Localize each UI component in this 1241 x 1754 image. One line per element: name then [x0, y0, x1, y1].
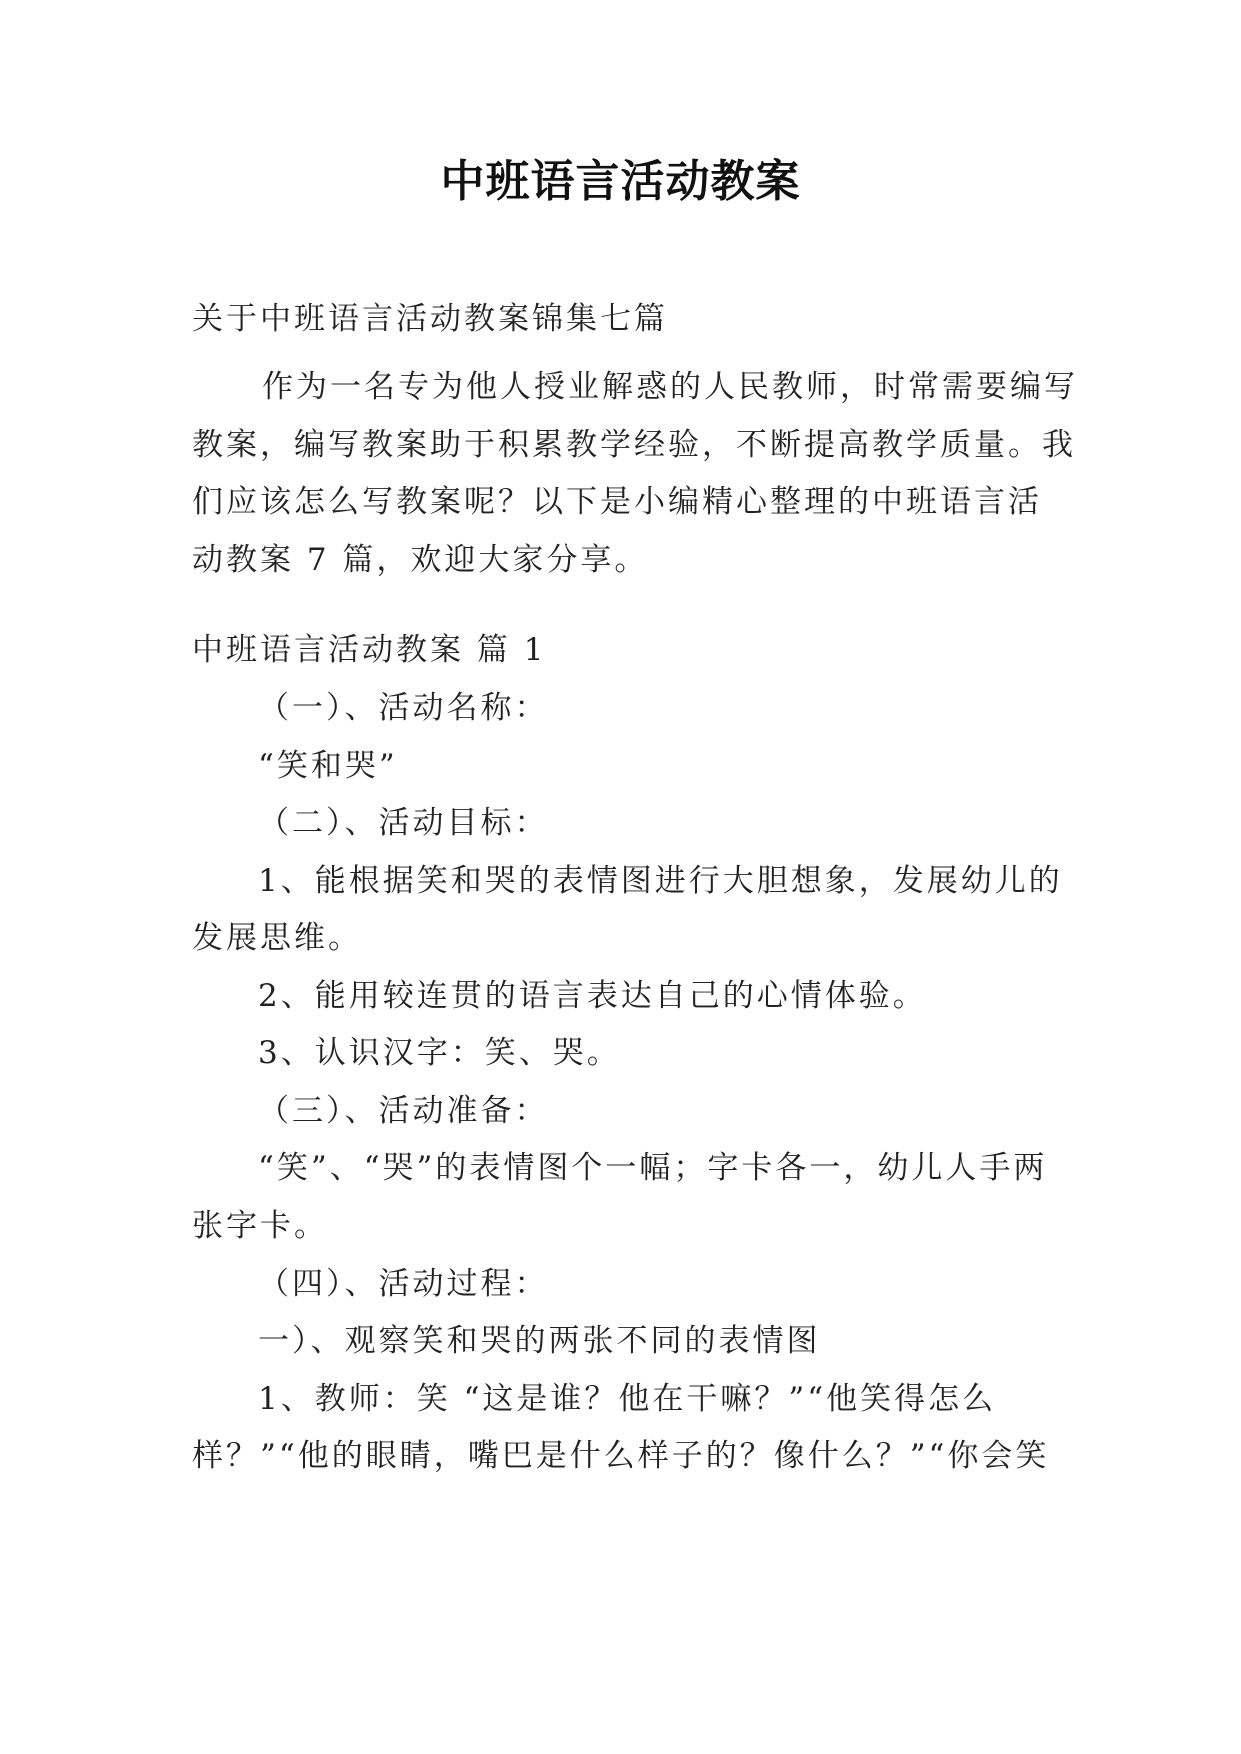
subsection-heading: （四）、活动过程： — [258, 1266, 549, 1302]
subsection-heading: （三）、活动准备： — [258, 1093, 549, 1129]
section-heading: 中班语言活动教案 篇 1 — [192, 632, 547, 668]
intro-paragraph-line: 作为一名专为他人授业解惑的人民教师，时常需要编写 — [262, 369, 1078, 405]
intro-paragraph-line: 们应该怎么写教案呢？以下是小编精心整理的中班语言活 — [192, 484, 1042, 520]
intro-paragraph-line: 动教案 7 篇，欢迎大家分享。 — [192, 542, 649, 578]
body-text-line: 1、能根据笑和哭的表情图进行大胆想象，发展幼儿的 — [258, 863, 1063, 899]
subsection-heading: （一）、活动名称： — [258, 690, 549, 726]
body-text-line: 一）、观察笑和哭的两张不同的表情图 — [258, 1323, 821, 1359]
body-text-line: 张字卡。 — [192, 1208, 328, 1244]
body-text-line: “笑和哭” — [258, 748, 398, 784]
body-text-line: 样？”“他的眼睛，嘴巴是什么样子的？像什么？”“你会笑 — [192, 1438, 1050, 1474]
body-text-line: 3、认识汉字：笑、哭。 — [258, 1035, 621, 1071]
subsection-heading: （二）、活动目标： — [258, 805, 549, 841]
intro-paragraph-line: 教案，编写教案助于积累教学经验，不断提高教学质量。我 — [192, 427, 1076, 463]
body-text-line: 2、能用较连贯的语言表达自己的心情体验。 — [258, 978, 927, 1014]
document-subtitle: 关于中班语言活动教案锦集七篇 — [192, 301, 668, 337]
document-title: 中班语言活动教案 — [440, 156, 801, 207]
body-text-line: 发展思维。 — [192, 920, 362, 956]
body-text-line: 1、教师：笑 “这是谁？他在干嘛？”“他笑得怎么 — [258, 1381, 997, 1417]
body-text-line: “笑”、“哭”的表情图个一幅；字卡各一，幼儿人手两 — [258, 1150, 1048, 1186]
